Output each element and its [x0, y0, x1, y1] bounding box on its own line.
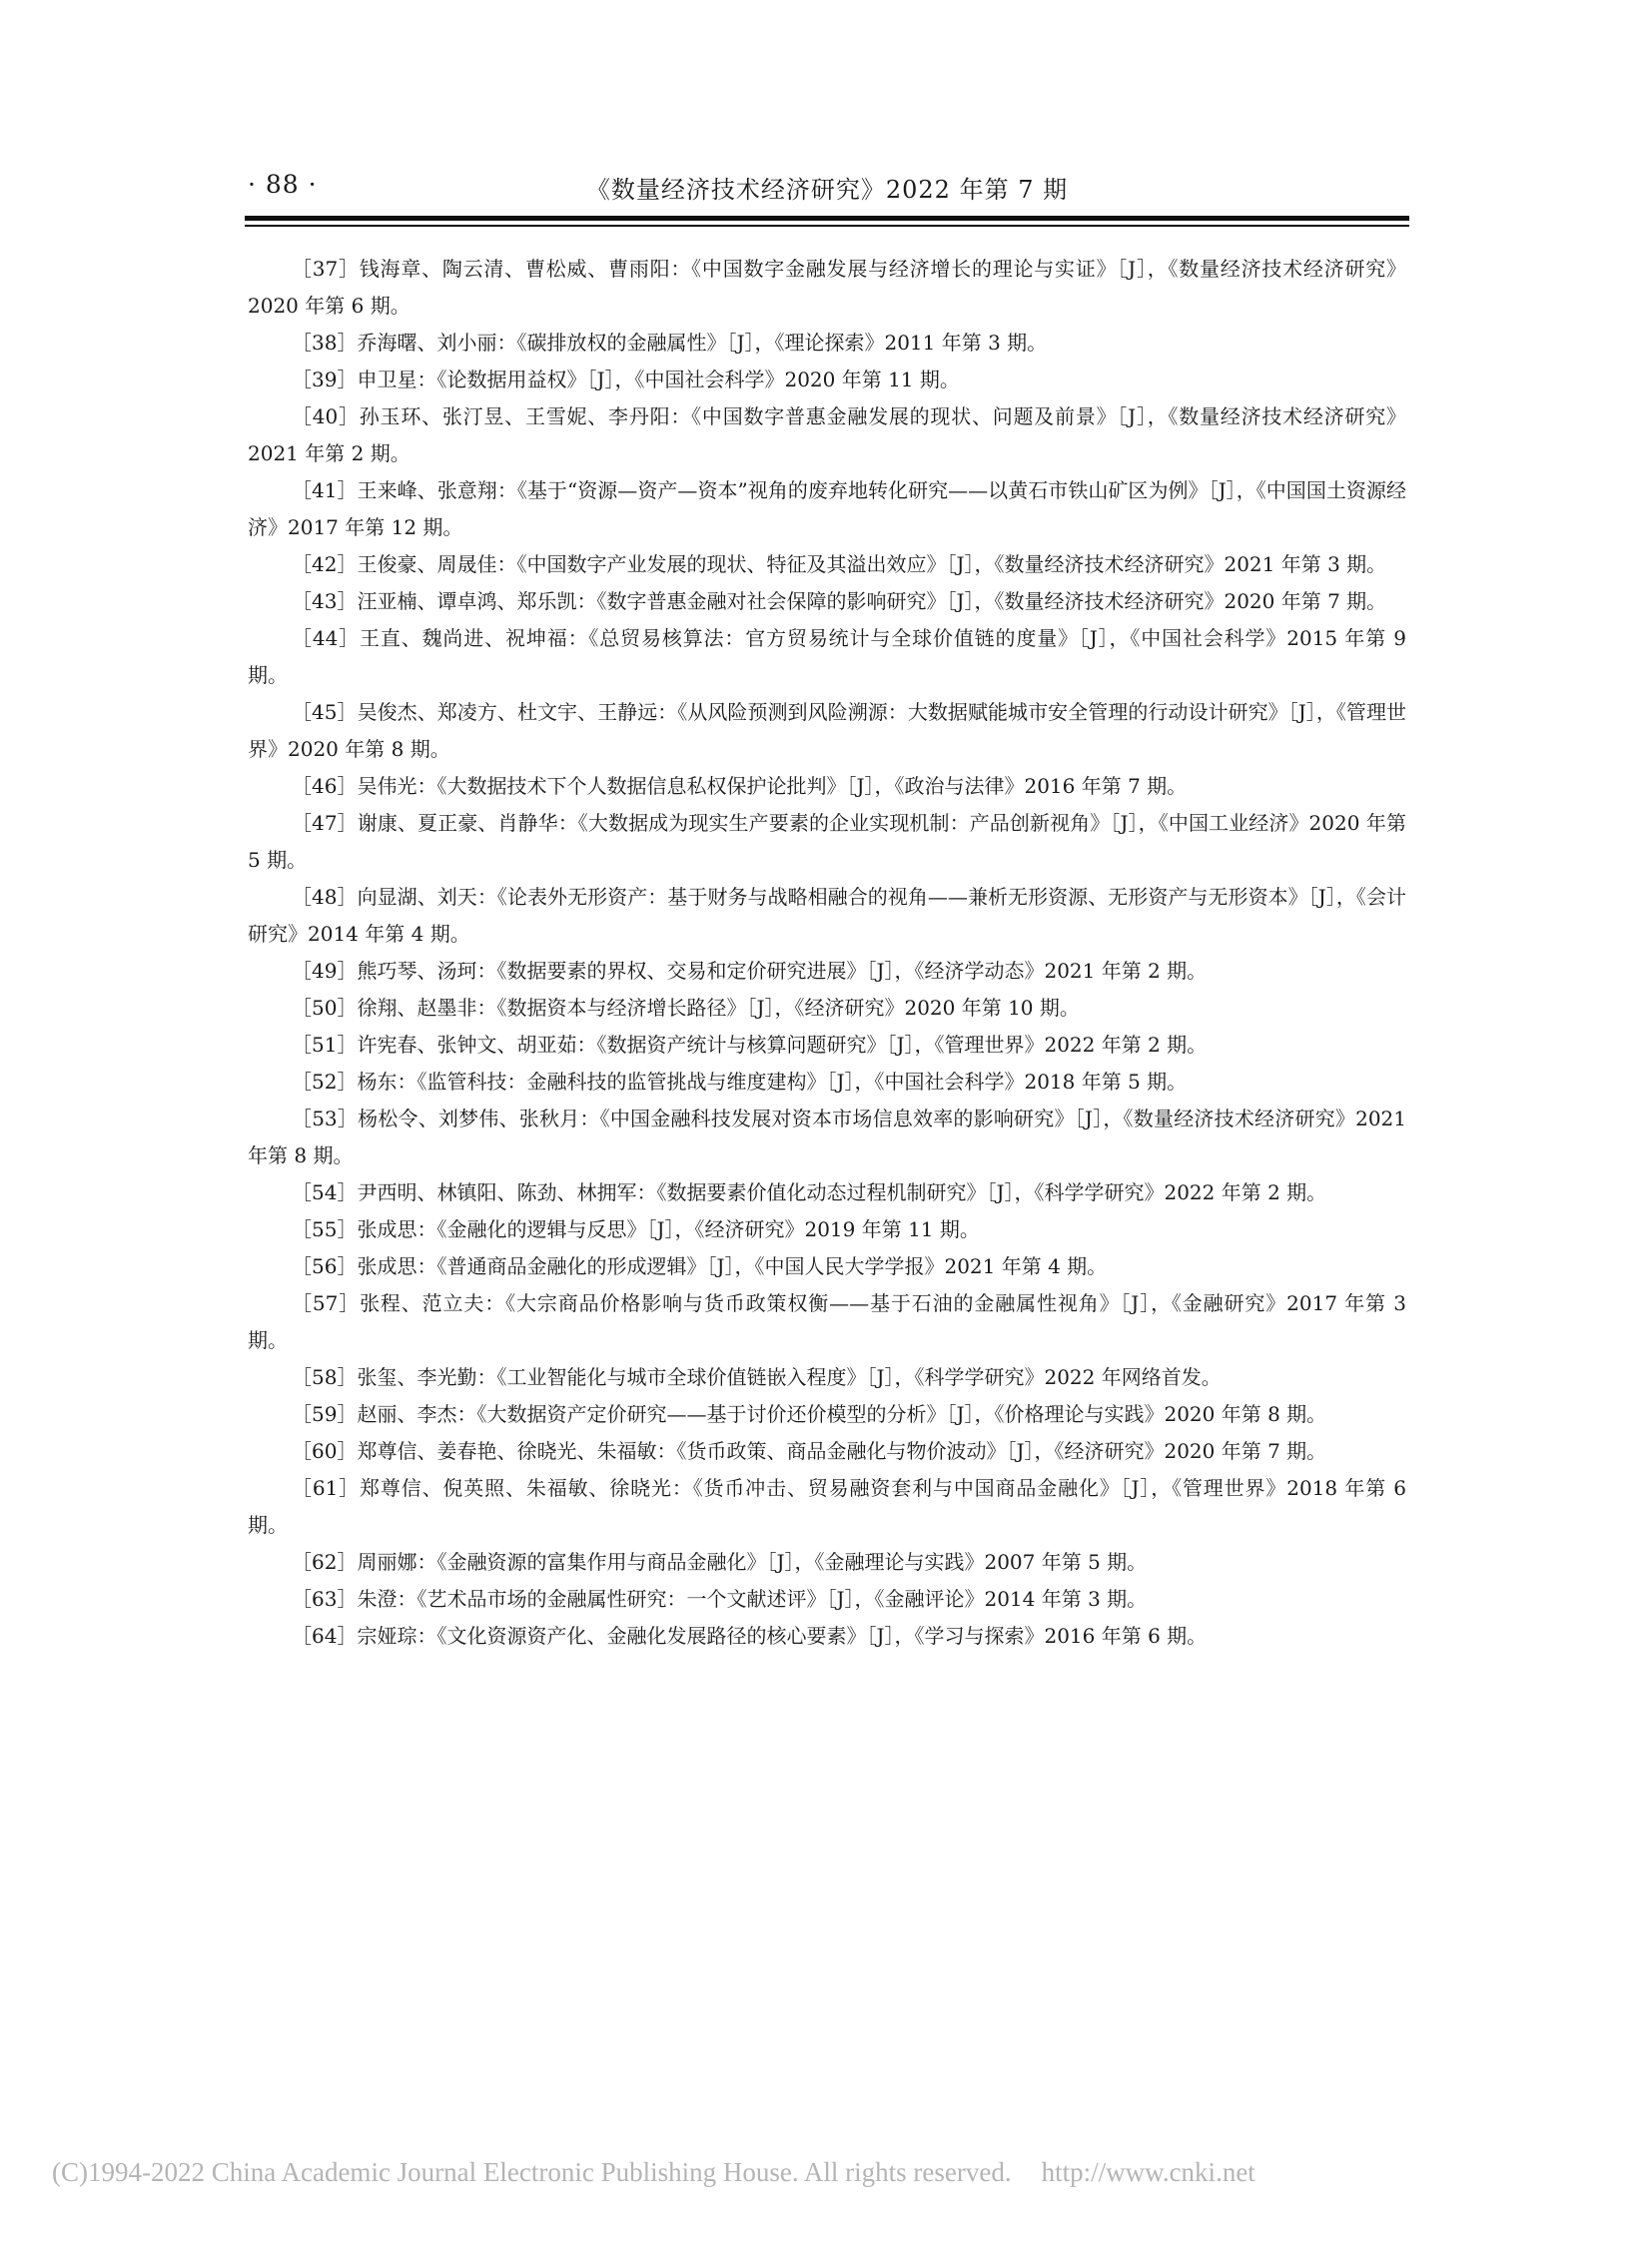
journal-title: 《数量经济技术经济研究》2022 年第 7 期: [585, 176, 1069, 204]
reference-entry: ［52］杨东：《监管科技：金融科技的监管挑战与维度建构》［J］，《中国社会科学》2018 年第 5 期。: [292, 1070, 1188, 1094]
reference-entry: ［60］郑尊信、姜春艳、徐晓光、朱福敏：《货币政策、商品金融化与物价波动》［J］，《经济研究》2020 年第 7 期。: [292, 1439, 1327, 1463]
reference-entry: ［53］杨松令、刘梦伟、张秋月：《中国金融科技发展对资本市场信息效率的影响研究》［J］，《数量经济技术经济研究》2021 年第 8 期。: [248, 1107, 1406, 1167]
reference-entry: ［54］尹西明、林镇阳、陈劲、林拥军：《数据要素价值化动态过程机制研究》［J］，《科学学研究》2022 年第 2 期。: [292, 1180, 1327, 1204]
reference-entry: ［57］张程、范立夫：《大宗商品价格影响与货币政策权衡——基于石油的金融属性视角》［J］，《金融研究》2017 年第 3 期。: [248, 1291, 1406, 1352]
reference-entry: ［58］张玺、李光勤：《工业智能化与城市全球价值链嵌入程度》［J］，《科学学研究》2022 年网络首发。: [292, 1365, 1222, 1389]
page-header: [248, 170, 1406, 206]
reference-entry: ［56］张成思：《普通商品金融化的形成逻辑》［J］，《中国人民大学学报》2021 年第 4 期。: [292, 1254, 1108, 1278]
reference-entry: ［41］王来峰、张意翔：《基于“资源—资产—资本”视角的废弃地转化研究——以黄石市铁山矿区为例》［J］，《中国国土资源经济》2017 年第 12 期。: [248, 478, 1406, 539]
reference-entry: ［44］王直、魏尚进、祝坤福：《总贸易核算法：官方贸易统计与全球价值链的度量》［J］，《中国社会科学》2015 年第 9 期。: [248, 626, 1406, 687]
cnki-url: http://www.cnki.net: [1041, 2157, 1255, 2187]
reference-entry: ［64］宗娅琮：《文化资源资产化、金融化发展路径的核心要素》［J］，《学习与探索》2016 年第 6 期。: [292, 1624, 1208, 1648]
copyright-footer: [52, 2157, 1430, 2188]
reference-entry: ［40］孙玉环、张汀昱、王雪妮、李丹阳：《中国数字普惠金融发展的现状、问题及前景》［J］，《数量经济技术经济研究》2021 年第 2 期。: [248, 404, 1406, 465]
header-rule-thin: [245, 225, 1409, 227]
reference-entry: ［38］乔海曙、刘小丽：《碳排放权的金融属性》［J］，《理论探索》2011 年第 3 期。: [292, 331, 1048, 355]
reference-entry: ［59］赵丽、李杰：《大数据资产定价研究——基于讨价还价模型的分析》［J］，《价格理论与实践》2020 年第 8 期。: [292, 1402, 1327, 1426]
page-number: · 88 ·: [248, 170, 318, 199]
header-rule-thick: [245, 216, 1409, 221]
reference-entry: ［37］钱海章、陶云清、曹松威、曹雨阳：《中国数字金融发展与经济增长的理论与实证》［J］，《数量经济技术经济研究》2020 年第 6 期。: [248, 257, 1406, 318]
reference-entry: ［46］吴伟光：《大数据技术下个人数据信息私权保护论批判》［J］，《政治与法律》2016 年第 7 期。: [292, 774, 1188, 798]
reference-entry: ［55］张成思：《金融化的逻辑与反思》［J］，《经济研究》2019 年第 11 期。: [292, 1217, 980, 1241]
copyright-text: (C)1994-2022 China Academic Journal Electronic Publishing House. All rights reserved.: [52, 2157, 1012, 2187]
reference-entry: ［39］申卫星：《论数据用益权》［J］，《中国社会科学》2020 年第 11 期。: [292, 368, 960, 391]
reference-entry: ［63］朱澄：《艺术品市场的金融属性研究：一个文献述评》［J］，《金融评论》2014 年第 3 期。: [292, 1587, 1148, 1611]
reference-entry: ［47］谢康、夏正豪、肖静华：《大数据成为现实生产要素的企业实现机制：产品创新视角》［J］，《中国工业经济》2020 年第 5 期。: [248, 811, 1406, 872]
reference-entry: ［61］郑尊信、倪英照、朱福敏、徐晓光：《货币冲击、贸易融资套利与中国商品金融化》［J］，《管理世界》2018 年第 6 期。: [248, 1476, 1406, 1537]
reference-entry: ［50］徐翔、赵墨非：《数据资本与经济增长路径》［J］，《经济研究》2020 年第 10 期。: [292, 996, 1080, 1020]
reference-entry: ［51］许宪春、张钟文、胡亚茹：《数据资产统计与核算问题研究》［J］，《管理世界》2022 年第 2 期。: [292, 1033, 1208, 1057]
reference-list: [248, 251, 1406, 1655]
reference-entry: ［48］向显湖、刘天：《论表外无形资产：基于财务与战略相融合的视角——兼析无形资源、无形资产与无形资本》［J］，《会计研究》2014 年第 4 期。: [248, 885, 1406, 946]
reference-entry: ［43］汪亚楠、谭卓鸿、郑乐凯：《数字普惠金融对社会保障的影响研究》［J］，《数量经济技术经济研究》2020 年第 7 期。: [292, 589, 1387, 613]
reference-entry: ［42］王俊豪、周晟佳：《中国数字产业发展的现状、特征及其溢出效应》［J］，《数量经济技术经济研究》2021 年第 3 期。: [292, 552, 1387, 576]
reference-entry: ［62］周丽娜：《金融资源的富集作用与商品金融化》［J］，《金融理论与实践》2007 年第 5 期。: [292, 1550, 1148, 1574]
reference-entry: ［45］吴俊杰、郑凌方、杜文宇、王静远：《从风险预测到风险溯源：大数据赋能城市安全管理的行动设计研究》［J］，《管理世界》2020 年第 8 期。: [248, 700, 1406, 761]
reference-entry: ［49］熊巧琴、汤珂：《数据要素的界权、交易和定价研究进展》［J］，《经济学动态》2021 年第 2 期。: [292, 959, 1208, 983]
